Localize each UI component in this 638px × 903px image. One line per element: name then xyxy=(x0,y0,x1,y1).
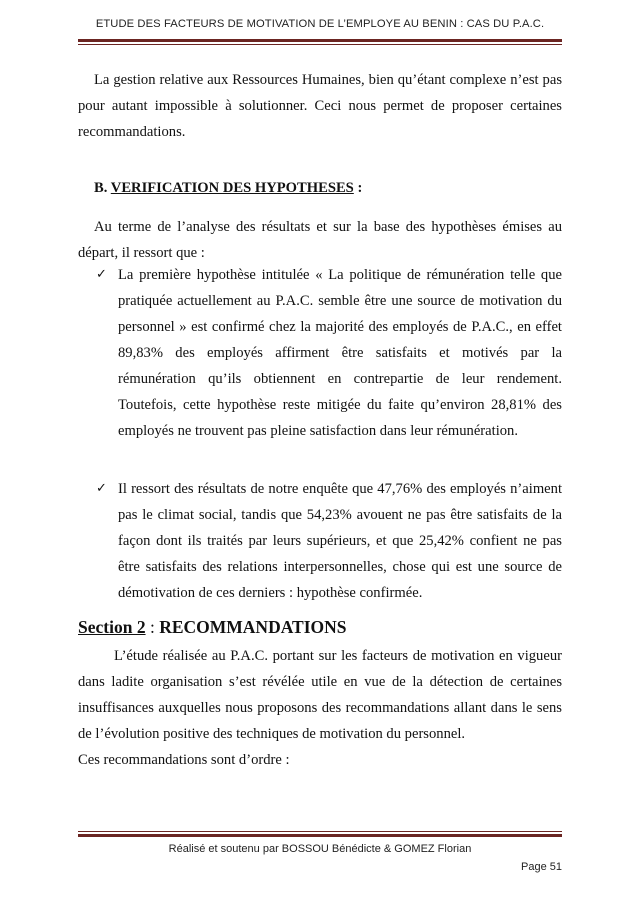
subheading-title: VERIFICATION DES HYPOTHESES xyxy=(110,180,354,196)
intro-paragraph: La gestion relative aux Ressources Humaines, bien qu’étant complexe n’est pas pour autant impossible à solutionner. Ceci nous permet de proposer certaines recommandations. xyxy=(78,72,562,140)
section-colon: : xyxy=(145,617,160,637)
bullet-item-1 xyxy=(96,262,562,444)
section-heading xyxy=(78,614,347,640)
header-rule-thin xyxy=(78,44,562,45)
page-header-title: ETUDE DES FACTEURS DE MOTIVATION DE L’EMPLOYE AU BENIN : CAS DU P.A.C. xyxy=(95,18,545,30)
footer-rule-thick xyxy=(78,834,562,837)
subheading-verification xyxy=(94,175,362,201)
bullet-text-2: Il ressort des résultats de notre enquête que 47,76% des employés n’aiment pas le climat social, tandis que 54,23% avouent ne pas être satisfaits de la façon dont ils traités par leurs supérieurs, et que 25,42% confient ne pas être satisfaits des relations interpersonnelles, chose qui est une source de démotivation de ces derniers : hypothèse confirmée. xyxy=(118,481,562,601)
bullet-item-2 xyxy=(96,476,562,606)
subheading-suffix: : xyxy=(353,180,363,196)
bullet-text-1: La première hypothèse intitulée « La politique de rémunération telle que pratiquée actuellement au P.A.C. semble être une source de motivation du personnel » est confirmé chez la majorité des employés de P.A.C., en effet 89,83% des employés affirment être satisfaits et motivés par la rémunération qu’ils obtiennent en contrepartie de leur rendement. Toutefois, cette hypothèse reste mitigée du faite qu’environ 28,81% des employés ne trouvent pas pleine satisfaction dans leur rémunération. xyxy=(118,267,562,439)
section-label: Section 2 xyxy=(78,617,146,637)
checkmark-icon: ✓ xyxy=(96,481,107,496)
subheading-letter: B. xyxy=(94,180,108,196)
header-rule-thick xyxy=(78,39,562,42)
recommendations-closing: Ces recommandations sont d’ordre : xyxy=(78,752,290,768)
verification-intro-paragraph: Au terme de l’analyse des résultats et sur la base des hypothèses émises au départ, il ressort que : xyxy=(78,219,562,261)
recommendations-paragraph: L’étude réalisée au P.A.C. portant sur les facteurs de motivation en vigueur dans ladite organisation s’est révélée utile en vue de la détection de certaines insuffisances auxquelles nous proposons des recommandations allant dans le sens de l’évolution positive des techniques de motivation du personnel. xyxy=(78,648,562,742)
footer-rule-thin xyxy=(78,831,562,832)
checkmark-icon: ✓ xyxy=(96,267,107,282)
section-title: RECOMMANDATIONS xyxy=(159,617,347,637)
footer-authors: Réalisé et soutenu par BOSSOU Bénédicte & GOMEZ Florian xyxy=(168,843,472,855)
page-number: Page 51 xyxy=(521,861,562,873)
